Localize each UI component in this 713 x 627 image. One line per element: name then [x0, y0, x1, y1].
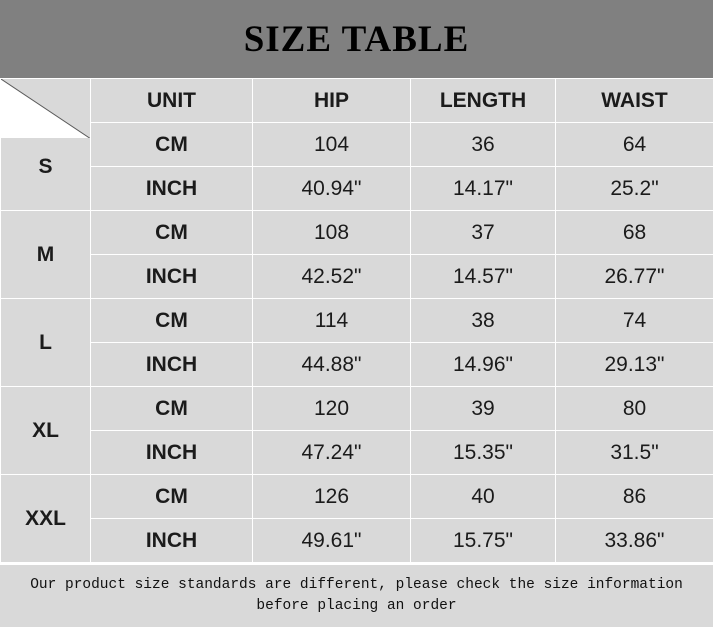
value-waist-cm: 80	[556, 387, 713, 431]
column-header-hip: HIP	[253, 79, 411, 123]
value-length-inch: 14.17"	[411, 167, 556, 211]
footer-note	[0, 563, 713, 627]
value-length-cm: 39	[411, 387, 556, 431]
size-chart-table	[0, 78, 713, 563]
size-label-s: S	[1, 123, 91, 211]
page-title: SIZE TABLE	[244, 18, 470, 61]
table-row	[1, 475, 713, 519]
column-header-unit: UNIT	[91, 79, 253, 123]
unit-cm: CM	[91, 299, 253, 343]
value-length-inch: 15.35"	[411, 431, 556, 475]
table-row	[1, 387, 713, 431]
unit-inch: INCH	[91, 431, 253, 475]
value-hip-inch: 47.24"	[253, 431, 411, 475]
value-hip-cm: 108	[253, 211, 411, 255]
value-waist-inch: 33.86"	[556, 519, 713, 563]
value-length-cm: 37	[411, 211, 556, 255]
unit-cm: CM	[91, 123, 253, 167]
value-hip-cm: 114	[253, 299, 411, 343]
unit-inch: INCH	[91, 255, 253, 299]
unit-cm: CM	[91, 475, 253, 519]
value-waist-inch: 25.2"	[556, 167, 713, 211]
value-hip-inch: 44.88"	[253, 343, 411, 387]
table-row	[1, 431, 713, 475]
table-row	[1, 343, 713, 387]
value-waist-inch: 31.5"	[556, 431, 713, 475]
unit-cm: CM	[91, 211, 253, 255]
size-label-l: L	[1, 299, 91, 387]
value-waist-cm: 64	[556, 123, 713, 167]
value-waist-cm: 68	[556, 211, 713, 255]
value-length-cm: 40	[411, 475, 556, 519]
unit-inch: INCH	[91, 343, 253, 387]
table-row	[1, 123, 713, 167]
column-header-length: LENGTH	[411, 79, 556, 123]
value-hip-inch: 49.61"	[253, 519, 411, 563]
value-length-cm: 36	[411, 123, 556, 167]
value-waist-inch: 26.77"	[556, 255, 713, 299]
value-waist-cm: 74	[556, 299, 713, 343]
table-row	[1, 167, 713, 211]
value-waist-inch: 29.13"	[556, 343, 713, 387]
value-hip-cm: 104	[253, 123, 411, 167]
value-hip-inch: 40.94"	[253, 167, 411, 211]
corner-cell	[1, 79, 91, 123]
table-row	[1, 255, 713, 299]
table-row	[1, 211, 713, 255]
table-header-row	[1, 79, 713, 123]
size-label-m: M	[1, 211, 91, 299]
value-waist-cm: 86	[556, 475, 713, 519]
footer-line-2: before placing an order	[256, 596, 456, 617]
value-length-inch: 14.96"	[411, 343, 556, 387]
column-header-waist: WAIST	[556, 79, 713, 123]
table-row	[1, 299, 713, 343]
value-hip-cm: 120	[253, 387, 411, 431]
diagonal-divider-icon	[1, 79, 90, 138]
value-length-inch: 15.75"	[411, 519, 556, 563]
value-length-inch: 14.57"	[411, 255, 556, 299]
title-bar	[0, 0, 713, 78]
value-hip-inch: 42.52"	[253, 255, 411, 299]
footer-line-1: Our product size standards are different, please check the size information	[30, 575, 683, 596]
size-label-xl: XL	[1, 387, 91, 475]
value-hip-cm: 126	[253, 475, 411, 519]
table-row	[1, 519, 713, 563]
size-label-xxl: XXL	[1, 475, 91, 563]
value-length-cm: 38	[411, 299, 556, 343]
unit-cm: CM	[91, 387, 253, 431]
unit-inch: INCH	[91, 167, 253, 211]
unit-inch: INCH	[91, 519, 253, 563]
